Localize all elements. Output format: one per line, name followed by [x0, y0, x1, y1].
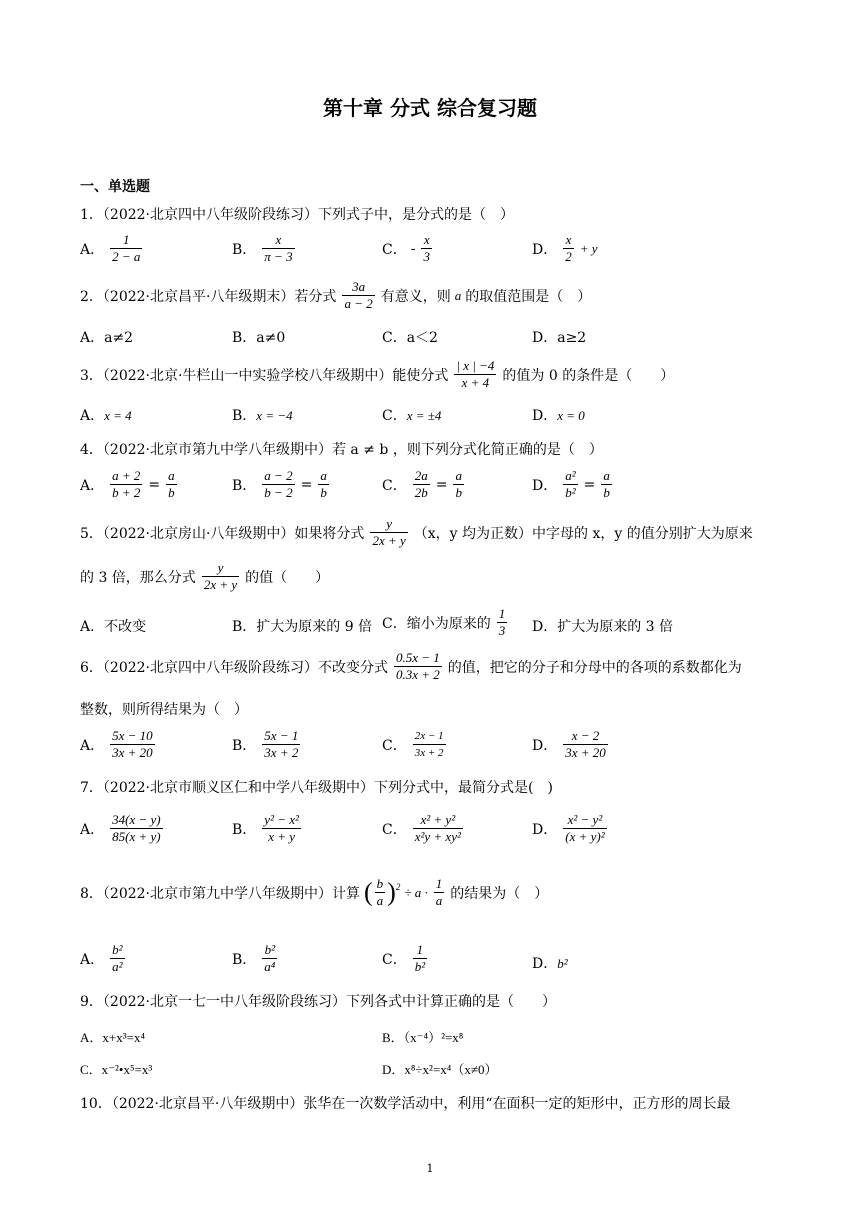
- section-heading: 一、单选题: [80, 179, 150, 195]
- question-6-stem-line2: 整数，则所得结果为（ ）: [80, 702, 248, 718]
- question-4-option-d: D． $\frac{\text{a²}}{\text{b²}}$ = $\frac{a}{b}$: [532, 468, 610, 500]
- question-10-stem: 10．（2022·北京昌平·八年级期中）张华在一次数学活动中，利用“在面积一定的矩形中，正方形的周长最: [80, 1096, 731, 1112]
- page-number: 1: [426, 1162, 434, 1175]
- question-1-option-c: C． - $\frac{x}{3}$: [382, 232, 430, 264]
- question-6-option-a: A． $\frac{5x - 10}{3x + 20}$: [80, 728, 153, 760]
- page-title: 第十章 分式 综合复习题: [323, 96, 537, 120]
- question-7-option-b: B． $\frac{\text{y² − x²}}{x + y}$: [232, 812, 299, 844]
- question-6-option-d: D． $\frac{x - 2}{3x + 20}$: [532, 728, 606, 760]
- fraction: $\frac{x}{\pi - 3}$: [264, 232, 293, 264]
- question-4-stem: 4．（2022·北京市第九中学八年级期中）若 a ≠ b ，则下列分式化简正确的是（ ）: [80, 442, 603, 458]
- fraction: $\frac{3a}{a - 2}$: [344, 279, 373, 311]
- question-9-stem: 9．（2022·北京一七一中八年级阶段练习）下列各式中计算正确的是（ ）: [80, 994, 556, 1010]
- question-8-option-b: B． $\frac{\text{b²}}{\text{a⁴}}$: [232, 942, 276, 974]
- question-5-stem-line2: 的 3 倍，那么分式 $\frac{y}{2x + y}$ 的值（ ）: [80, 560, 330, 592]
- question-7-option-a: A． $\frac{34(x - y)}{85(x + y)}$: [80, 812, 161, 844]
- question-2-option-b: B．a≠0: [232, 330, 286, 346]
- question-8-stem: 8．（2022·北京市第九中学八年级期中）计算 ( $\frac{b}{a}$ )$^2$ ÷ a · $\frac{1}{a}$ 的结果为（ ）: [80, 876, 549, 908]
- fraction: $\frac{x}{3}$: [423, 232, 430, 264]
- question-8-option-c: C． $\frac{1}{\text{b²}}$: [382, 942, 426, 974]
- fraction: $\frac{1}{2 - a}$: [112, 232, 141, 264]
- question-4-option-b: B． $\frac{a - 2}{b - 2}$ = $\frac{a}{b}$: [232, 468, 327, 500]
- question-7-option-d: D． $\frac{\text{x² − y²}}{\text{(x + y)²}}$: [532, 812, 605, 844]
- question-5-option-a: A．不改变: [80, 619, 147, 635]
- question-3-option-d: D．x = 0: [532, 408, 585, 424]
- fraction: $\frac{| x | -4}{x + 4}$: [456, 358, 495, 390]
- question-8-option-d: D．b²: [532, 956, 568, 972]
- question-5-stem-line1: 5．（2022·北京房山·八年级期中）如果将分式 $\frac{y}{2x + y}$ （x，y 均为正数）中字母的 x，y 的值分别扩大为原来: [80, 516, 753, 548]
- question-8-option-a: A． $\frac{\text{b²}}{\text{a²}}$: [80, 942, 123, 974]
- question-7-option-c: C． $\frac{\text{x² + y²}}{\text{x²y + xy²}}$: [382, 812, 461, 844]
- question-6-option-b: B． $\frac{5x - 1}{3x + 2}$: [232, 728, 299, 760]
- question-6-stem-line1: 6．（2022·北京四中八年级阶段练习）不改变分式 $\frac{0.5x - 1}{0.3x + 2}$ 的值，把它的分子和分母中的各项的系数都化为: [80, 650, 742, 682]
- question-9-option-b: B．（x⁻⁴）²=x⁸: [382, 1030, 464, 1045]
- question-1-stem: 1．（2022·北京四中八年级阶段练习）下列式子中，是分式的是（ ）: [80, 207, 514, 223]
- question-1-option-b: B． $\frac{x}{\pi - 3}$: [232, 232, 293, 264]
- question-2-option-a: A．a≠2: [80, 330, 134, 346]
- question-1-option-a: A． $\frac{1}{2 - a}$: [80, 232, 141, 264]
- question-4-option-a: A． $\frac{a + 2}{b + 2}$ = $\frac{a}{b}$: [80, 468, 175, 500]
- question-9-option-a: A．x+x³=x⁴: [80, 1030, 145, 1045]
- question-6-option-c: C． $\frac{2x - 1}{3x + 2}$: [382, 730, 444, 759]
- question-2-stem: 2．（2022·北京昌平·八年级期末）若分式 $\frac{3a}{a - 2}$ 有意义，则 a 的取值范围是（ ）: [80, 279, 592, 311]
- question-3-option-b: B．x = −4: [232, 408, 293, 424]
- fraction: $\frac{x}{2}$: [565, 232, 572, 264]
- question-1-option-d: D． $\frac{x}{2}$ + y: [532, 232, 598, 264]
- question-2-option-d: D．a≥2: [532, 330, 587, 346]
- question-3-option-c: C．x = ±4: [382, 408, 442, 424]
- question-5-option-d: D．扩大为原来的 3 倍: [532, 619, 674, 635]
- question-9-option-d: D．x⁸÷x²=x⁴（x≠0）: [382, 1062, 498, 1077]
- question-3-option-a: A．x = 4: [80, 408, 132, 424]
- question-5-option-b: B．扩大为原来的 9 倍: [232, 619, 373, 635]
- question-5-option-c: C．缩小为原来的 $\frac{1}{3}$: [382, 606, 506, 638]
- question-7-stem: 7．（2022·北京市顺义区仁和中学八年级期中）下列分式中，最简分式是( ): [80, 780, 553, 796]
- question-9-option-c: C．x⁻²•x⁵=x³: [80, 1062, 153, 1077]
- question-3-stem: 3．（2022·北京·牛栏山一中实验学校八年级期中）能使分式 $\frac{| x | -4}{x + 4}$ 的值为 0 的条件是（ ）: [80, 358, 675, 390]
- question-2-option-c: C．a＜2: [382, 330, 438, 346]
- question-4-option-c: C． $\frac{2a}{2b}$ = $\frac{a}{b}$: [382, 468, 462, 500]
